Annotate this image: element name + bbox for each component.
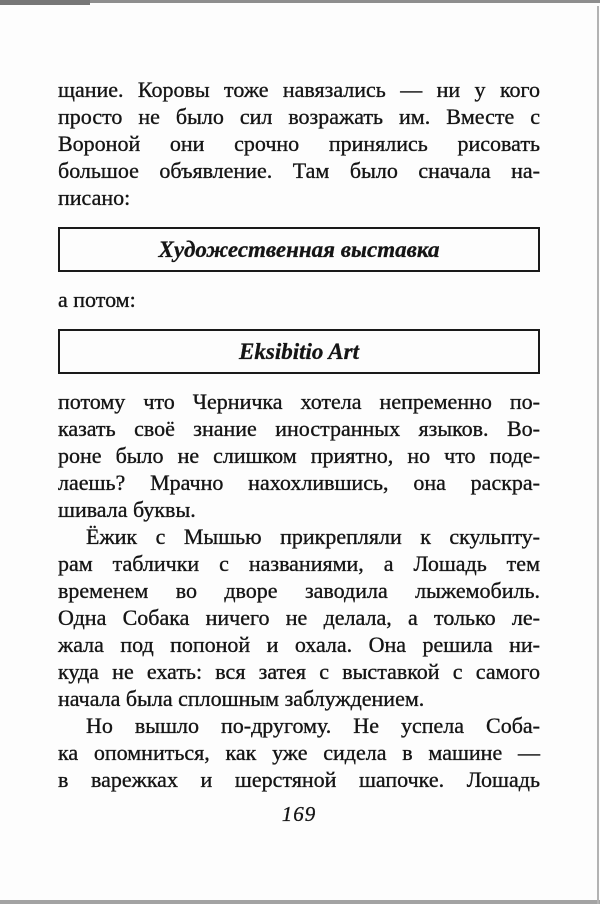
scan-edge-top-left	[0, 0, 90, 5]
text-line: ка опомниться, как уже сидела в машине —	[58, 740, 540, 765]
boxed-heading-text: Художественная выставка	[158, 237, 440, 262]
text-line: писано:	[58, 185, 131, 210]
text-line: Ёжик с Мышью прикрепляли к скульпту-	[86, 524, 540, 549]
paragraph	[58, 523, 540, 712]
text-line: просто не было сил возражать им. Вместе с	[58, 104, 540, 129]
text-line: роне было не слишком приятно, но что поде-	[58, 443, 540, 468]
text-line: куда не ехать: вся затея с выставкой с самого	[58, 659, 540, 684]
text-line: начала была сплошным заблуждением.	[58, 686, 425, 711]
text-line: щание. Коровы тоже навязались — ни у кого	[58, 77, 540, 102]
plain-text-line: а потом:	[58, 287, 136, 312]
text-line: потому что Черничка хотела непременно по-	[58, 389, 540, 414]
paragraph	[58, 712, 540, 793]
text-line: жала под попоной и охала. Она решила ни-	[58, 632, 540, 657]
body-text-column	[58, 76, 540, 827]
scan-edge-bottom	[0, 900, 600, 904]
boxed-heading	[58, 227, 540, 272]
scan-edge-right	[597, 6, 599, 904]
boxed-heading-text: Eksibitio Art	[239, 339, 359, 364]
text-line: шивала буквы.	[58, 497, 196, 522]
text-line: Вороной они срочно принялись рисовать	[58, 131, 540, 156]
page-number: 169	[281, 802, 317, 826]
text-line: Одна Собака ничего не делала, а только ле-	[58, 605, 540, 630]
paragraph	[58, 388, 540, 523]
text-line: в варежках и шерстяной шапочке. Лошадь	[58, 767, 540, 792]
text-line: лаешь? Мрачно нахохлившись, она раскра-	[58, 470, 540, 495]
text-line: Но вышло по-другому. Не успела Соба-	[86, 713, 540, 738]
paragraph	[58, 76, 540, 211]
text-line: временем во дворе заводила лыжемобиль.	[58, 578, 540, 603]
boxed-heading	[58, 329, 540, 374]
text-line: рам таблички с названиями, а Лошадь тем	[58, 551, 540, 576]
text-line: большое объявление. Там было сначала на-	[58, 158, 540, 183]
scan-edge-top	[0, 0, 600, 3]
text-line: казать своё знание иностранных языков. Во-	[58, 416, 540, 441]
